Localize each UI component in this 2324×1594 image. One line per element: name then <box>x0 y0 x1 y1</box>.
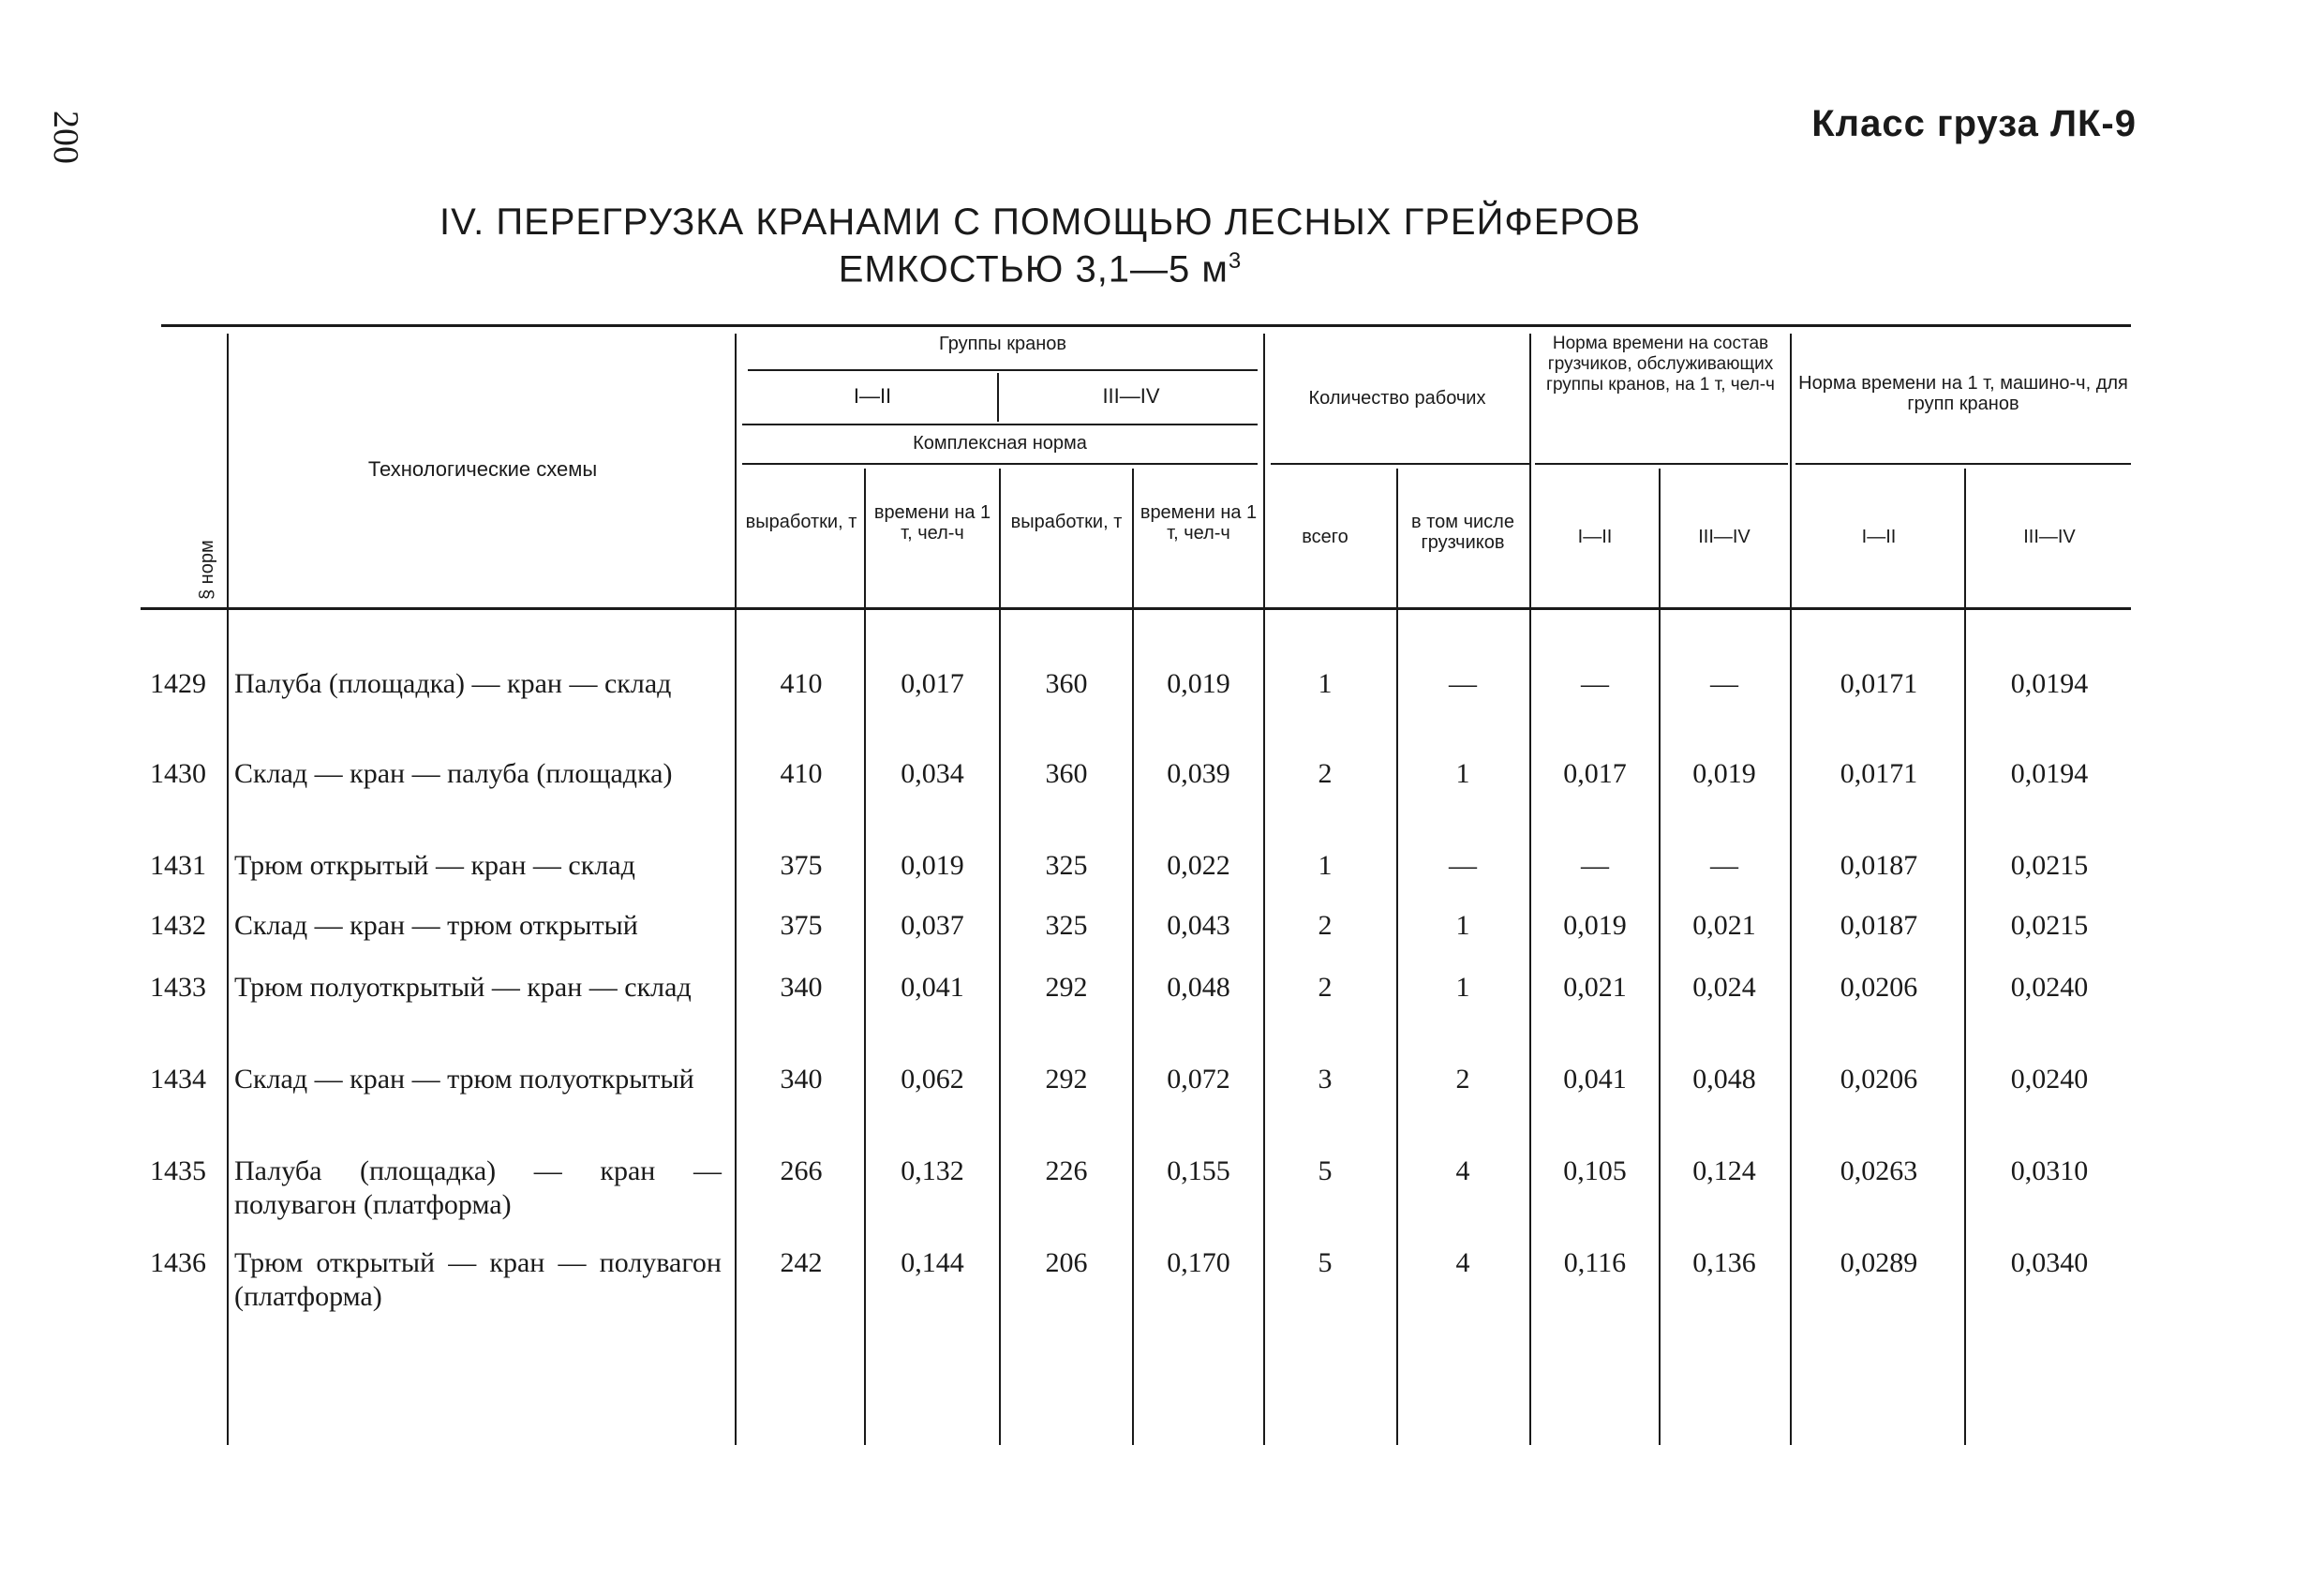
value-cell-t12: 0,034 <box>901 758 964 789</box>
scheme-cell: Трюм открытый — кран — склад <box>234 850 635 881</box>
value-cell-o12: 375 <box>780 850 823 881</box>
value-cell-t12: 0,062 <box>901 1064 964 1095</box>
value-cell-m34: 0,0215 <box>2010 910 2089 941</box>
header-bottom-rule <box>141 607 2131 610</box>
section-title-capacity: ЕМКОСТЬЮ 3,1—5 $м^3$ <box>838 248 1243 290</box>
value-cell-c34: — <box>1710 850 1738 881</box>
crew-norm-3-4-header: III—IV <box>1698 527 1750 547</box>
value-cell-total: 2 <box>1318 910 1333 941</box>
col-divider <box>997 373 999 422</box>
col-divider <box>735 334 737 1445</box>
value-cell-loaders: 1 <box>1455 910 1470 941</box>
value-cell-t34: 0,155 <box>1167 1155 1230 1186</box>
value-cell-o12: 340 <box>780 1064 823 1095</box>
value-cell-m12: 0,0263 <box>1840 1155 1918 1186</box>
value-cell-o12: 340 <box>780 972 823 1003</box>
col-divider <box>1132 469 1134 1445</box>
col-divider <box>1659 469 1661 1445</box>
norm-number: 1436 <box>150 1247 206 1278</box>
value-cell-t34: 0,170 <box>1167 1247 1230 1278</box>
value-cell-m34: 0,0215 <box>2010 850 2089 881</box>
rule-under-crew-norm <box>1535 463 1788 465</box>
output-header-1-2: выработки, т <box>745 512 857 532</box>
value-cell-total: 5 <box>1318 1155 1333 1186</box>
value-cell-o12: 242 <box>780 1247 823 1278</box>
value-cell-t12: 0,132 <box>901 1155 964 1186</box>
value-cell-c12: 0,116 <box>1563 1247 1627 1278</box>
scheme-cell: Склад — кран — палуба (площадка) <box>234 758 673 789</box>
value-cell-m34: 0,0240 <box>2010 1064 2089 1095</box>
machine-time-norm-header: Норма времени на 1 т, машино-ч, для групп кранов <box>1798 373 2128 414</box>
group-1-2-header: I—II <box>853 384 892 408</box>
rule-under-group-labels <box>742 424 1258 425</box>
col-divider <box>1529 334 1531 1445</box>
value-cell-m34: 0,0310 <box>2010 1155 2089 1186</box>
value-cell-t34: 0,019 <box>1167 668 1230 699</box>
value-cell-loaders: 4 <box>1455 1247 1470 1278</box>
value-cell-m12: 0,0187 <box>1840 910 1918 941</box>
value-cell-c12: 0,019 <box>1563 910 1627 941</box>
value-cell-t34: 0,039 <box>1167 758 1230 789</box>
col-divider <box>864 469 866 1445</box>
norm-number: 1434 <box>150 1064 206 1095</box>
value-cell-t34: 0,043 <box>1167 910 1230 941</box>
value-cell-t12: 0,019 <box>901 850 964 881</box>
workers-total-header: всего <box>1302 527 1348 547</box>
machine-norm-3-4-header: III—IV <box>2023 527 2076 547</box>
value-cell-loaders: 1 <box>1455 972 1470 1003</box>
crew-norm-1-2-header: I—II <box>1577 527 1613 547</box>
value-cell-c34: 0,136 <box>1692 1247 1756 1278</box>
crane-groups-header: Группы кранов <box>939 334 1066 354</box>
value-cell-m12: 0,0289 <box>1840 1247 1918 1278</box>
value-cell-total: 1 <box>1318 850 1333 881</box>
rule-under-complex-norm <box>742 463 1258 465</box>
value-cell-m34: 0,0194 <box>2010 668 2089 699</box>
value-cell-total: 1 <box>1318 668 1333 699</box>
value-cell-m34: 0,0240 <box>2010 972 2089 1003</box>
crew-time-norm-header: Норма времени на состав грузчиков, обслуживающих группы кранов, на 1 т, чел-ч <box>1546 334 1775 395</box>
rule-under-workers <box>1271 463 1529 465</box>
value-cell-t34: 0,022 <box>1167 850 1230 881</box>
value-cell-o12: 375 <box>780 910 823 941</box>
col-divider <box>1263 334 1265 1445</box>
rule-under-crane-groups <box>748 369 1258 371</box>
value-cell-o34: 360 <box>1045 668 1088 699</box>
value-cell-m12: 0,0171 <box>1840 668 1918 699</box>
value-cell-c12: — <box>1581 668 1609 699</box>
value-cell-o12: 410 <box>780 758 823 789</box>
rule-under-machine-norm <box>1795 463 2131 465</box>
value-cell-c34: — <box>1710 668 1738 699</box>
norm-number: 1430 <box>150 758 206 789</box>
value-cell-total: 5 <box>1318 1247 1333 1278</box>
value-cell-m12: 0,0206 <box>1840 972 1918 1003</box>
value-cell-o34: 292 <box>1045 972 1088 1003</box>
value-cell-o34: 360 <box>1045 758 1088 789</box>
value-cell-o12: 410 <box>780 668 823 699</box>
value-cell-m12: 0,0187 <box>1840 850 1918 881</box>
value-cell-t12: 0,041 <box>901 972 964 1003</box>
value-cell-loaders: — <box>1449 850 1477 881</box>
workers-loaders-header: в том числе грузчиков <box>1411 512 1514 553</box>
value-cell-c12: — <box>1581 850 1609 881</box>
value-cell-o34: 226 <box>1045 1155 1088 1186</box>
scheme-cell: Палуба (площадка) — кран — склад <box>234 668 672 699</box>
value-cell-loaders: 1 <box>1455 758 1470 789</box>
value-cell-loaders: — <box>1449 668 1477 699</box>
section-title: IV. ПЕРЕГРУЗКА КРАНАМИ С ПОМОЩЬЮ ЛЕСНЫХ ГРЕЙФЕРОВ <box>439 201 1642 243</box>
scheme-cell: Склад — кран — трюм открытый <box>234 910 638 941</box>
workers-count-header: Количество рабочих <box>1308 388 1486 409</box>
value-cell-m34: 0,0340 <box>2010 1247 2089 1278</box>
schemes-header: Технологические схемы <box>367 457 598 481</box>
value-cell-total: 3 <box>1318 1064 1333 1095</box>
norm-number: 1429 <box>150 668 206 699</box>
value-cell-c12: 0,041 <box>1563 1064 1627 1095</box>
value-cell-loaders: 2 <box>1455 1064 1470 1095</box>
norm-number: 1435 <box>150 1155 206 1186</box>
scheme-cell: Палуба (площадка) — кран — полувагон (платформа) <box>234 1155 722 1220</box>
value-cell-total: 2 <box>1318 758 1333 789</box>
page-number: 200 <box>46 111 85 164</box>
value-cell-c12: 0,105 <box>1563 1155 1627 1186</box>
col-divider <box>1396 469 1398 1445</box>
scheme-cell: Склад — кран — трюм полуоткрытый <box>234 1064 694 1095</box>
value-cell-m12: 0,0171 <box>1840 758 1918 789</box>
value-cell-loaders: 4 <box>1455 1155 1470 1186</box>
time-header-3-4: времени на 1 т, чел-ч <box>1140 502 1258 544</box>
norm-number: 1432 <box>150 910 206 941</box>
table-top-rule <box>161 324 2131 327</box>
scheme-cell: Трюм полуоткрытый — кран — склад <box>234 972 692 1003</box>
col-divider <box>1790 334 1792 1445</box>
value-cell-total: 2 <box>1318 972 1333 1003</box>
value-cell-o34: 206 <box>1045 1247 1088 1278</box>
norm-number-header: § норм <box>197 540 217 600</box>
cargo-class-label: Класс груза ЛК-9 <box>1811 103 2137 144</box>
value-cell-c12: 0,021 <box>1563 972 1627 1003</box>
scheme-cell: Трюм открытый — кран — полувагон (платформа) <box>234 1247 722 1312</box>
value-cell-c34: 0,024 <box>1692 972 1756 1003</box>
value-cell-t12: 0,017 <box>901 668 964 699</box>
value-cell-m12: 0,0206 <box>1840 1064 1918 1095</box>
group-3-4-header: III—IV <box>1102 384 1160 408</box>
time-header-1-2: времени на 1 т, чел-ч <box>873 502 991 544</box>
norm-number: 1433 <box>150 972 206 1003</box>
output-header-3-4: выработки, т <box>1010 512 1123 532</box>
value-cell-t34: 0,072 <box>1167 1064 1230 1095</box>
value-cell-c34: 0,048 <box>1692 1064 1756 1095</box>
value-cell-c34: 0,124 <box>1692 1155 1756 1186</box>
value-cell-t12: 0,144 <box>901 1247 964 1278</box>
col-divider <box>999 469 1001 1445</box>
value-cell-c12: 0,017 <box>1563 758 1627 789</box>
complex-norm-header: Комплексная норма <box>913 433 1087 454</box>
machine-norm-1-2-header: I—II <box>1861 527 1897 547</box>
value-cell-o34: 325 <box>1045 910 1088 941</box>
col-divider <box>227 334 229 1445</box>
value-cell-c34: 0,021 <box>1692 910 1756 941</box>
norm-number: 1431 <box>150 850 206 881</box>
value-cell-o34: 325 <box>1045 850 1088 881</box>
value-cell-o34: 292 <box>1045 1064 1088 1095</box>
col-divider <box>1964 469 1966 1445</box>
value-cell-t12: 0,037 <box>901 910 964 941</box>
value-cell-c34: 0,019 <box>1692 758 1756 789</box>
value-cell-m34: 0,0194 <box>2010 758 2089 789</box>
value-cell-t34: 0,048 <box>1167 972 1230 1003</box>
value-cell-o12: 266 <box>780 1155 823 1186</box>
